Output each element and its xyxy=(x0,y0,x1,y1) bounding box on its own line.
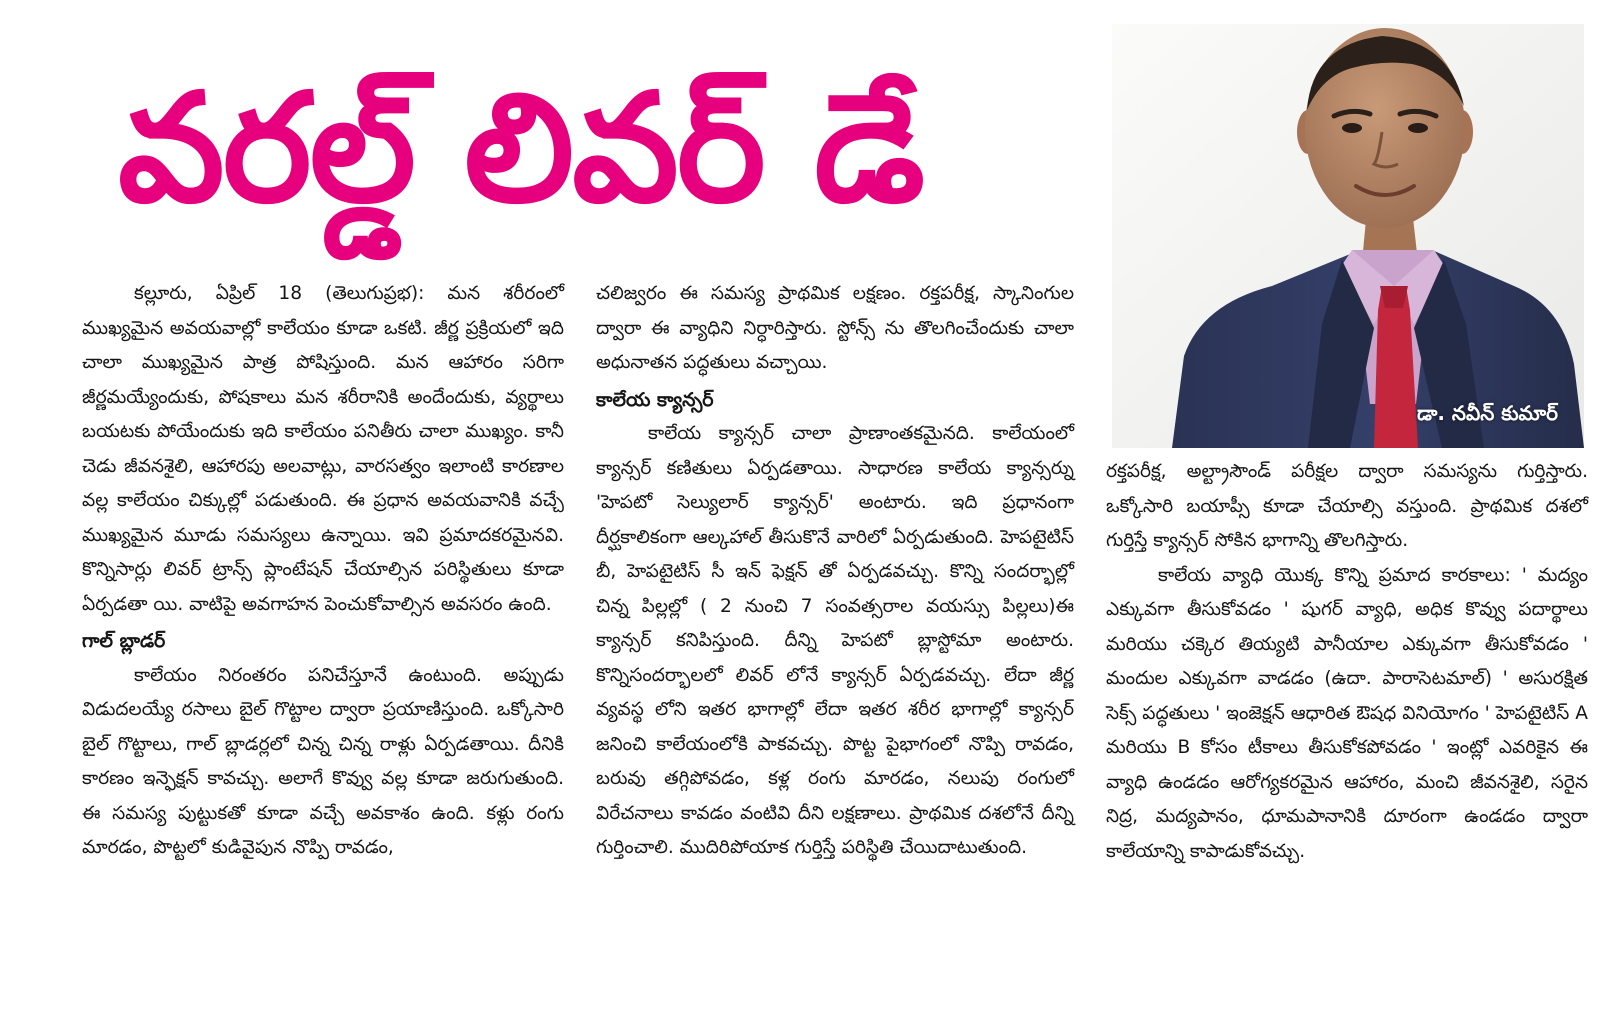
doctor-portrait-image xyxy=(1112,24,1584,448)
page-headline: వరల్డ్ లివర్ డే xyxy=(118,62,923,236)
article-paragraph: రక్తపరీక్ష, అల్ట్రాసౌండ్ పరీక్షల ద్వారా సమస్యను గుర్తిస్తారు. ఒక్కోసారి బయాప్సీ కూడా చేయాల్సి వస్తుంది. ప్రాథమిక దశలో గుర్తిస్తే క్యాన్సర్ సోకిన భాగాన్ని తొలగిస్తారు. xyxy=(1106,461,1588,551)
article-paragraph: కాలేయ క్యాన్సర్ చాలా ప్రాణాంతకమైనది. కాలేయంలో క్యాన్సర్ కణితులు ఏర్పడతాయి. సాధారణ కాలేయ క్యాన్సర్ను 'హెపటో సెల్యులార్ క్యాన్సర్' అంటారు. ఇది ప్రధానంగా దీర్ఘకాలికంగా ఆల్కహాల్ తీసుకొనే వారిలో ఏర్పడుతుంది. హెపటైటిస్ బీ, హెపటైటిస్ సీ ఇన్ ఫెక్షన్ తో ఏర్పడవచ్చు. కొన్ని సందర్భాల్లో చిన్న పిల్లల్లో ( 2 నుంచి 7 సంవత్సరాల వయస్సు పిల్లలు)ఈ క్యాన్సర్ కనిపిస్తుంది. దీన్ని హెపటో బ్లాస్టోమా అంటారు. కొన్నిసందర్భాలలో లివర్ లోనే క్యాన్సర్ ఏర్పడవచ్చు. లేదా జీర్ణ వ్యవస్థ లోని ఇతర భాగాల్లో లేదా ఇతర శరీర భాగాల్లో క్యాన్సర్ జనించి కాలేయంలోకి పాకవచ్చు. పొట్ట పైభాగంలో నొప్పి రావడం, బరువు తగ్గిపోవడం, కళ్ల రంగు మారడం, నలుపు రంగులో విరేచనాలు కావడం వంటివి దీని లక్షణాలు. ప్రాథమిక దశలోనే దీన్ని గుర్తించాలి. ముదిరిపోయాక గుర్తిస్తే పరిస్థితి చేయిదాటుతుంది. xyxy=(596,423,1074,858)
section-heading: గాల్ బ్లాడర్ xyxy=(82,630,166,652)
section-heading: కాలేయ క్యాన్సర్ xyxy=(596,388,714,411)
article-paragraph: కాలేయం నిరంతరం పనిచేస్తూనే ఉంటుంది. అప్పుడు విడుదలయ్యే రసాలు బైల్ గొట్టాల ద్వారా ప్రయాణిస్తుంది. ఒక్కోసారి బైల్ గొట్టాలు, గాల్ బ్లాడర్లలో చిన్న చిన్న రాళ్లు ఏర్పడతాయి. దీనికి కారణం ఇన్ఫెక్షన్ కావచ్చు. అలాగే కొవ్వు వల్ల కూడా జరుగుతుంది. ఈ సమస్య పుట్టుకతో కూడా వచ్చే అవకాశం ఉంది. కళ్లు రంగు మారడం, పొట్టలో కుడివైపున నొప్పి రావడం, xyxy=(82,664,564,858)
author-photo xyxy=(1112,24,1584,448)
article-column-1 xyxy=(82,277,564,866)
article-column-3 xyxy=(1106,455,1588,869)
article-paragraph: చలిజ్వరం ఈ సమస్య ప్రాథమిక లక్షణం. రక్తపరీక్ష, స్కానింగుల ద్వారా ఈ వ్యాధిని నిర్ధారిస్తారు. స్టోన్స్ ను తొలగించేందుకు చాలా అధునాతన పద్ధతులు వచ్చాయి. xyxy=(596,283,1074,373)
article-paragraph: కాలేయ వ్యాధి యొక్క కొన్ని ప్రమాద కారకాలు: ' మద్యం ఎక్కువగా తీసుకోవడం ' షుగర్ వ్యాధి, అధిక కొవ్వు పదార్థాలు మరియు చక్కెర తియ్యటి పానీయాల ఎక్కువగా తీసుకోవడం ' మందుల ఎక్కువగా వాడడం (ఉదా. పారాసెటమాల్) ' అసురక్షిత సెక్స్ పద్ధతులు ' ఇంజెక్షన్ ఆధారిత ఔషధ వినియోగం ' హెపటైటిస్ A మరియు B కోసం టీకాలు తీసుకోకపోవడం ' ఇంట్లో ఎవరికైన ఈ వ్యాధి ఉండడం ఆరోగ్యకరమైన ఆహారం, మంచి జీవనశైలి, సరైన నిద్ర, మద్యపానం, ధూమపానానికి దూరంగా ఉండడం ద్వారా కాలేయాన్ని కాపాడుకోవచ్చు. xyxy=(1106,564,1588,862)
article-column-2 xyxy=(596,277,1074,866)
photo-caption: డా. నవీన్ కుమార్ xyxy=(1416,401,1558,425)
article-paragraph: కల్లూరు, ఏప్రిల్ 18 (తెలుగుప్రభ): మన శరీరంలో ముఖ్యమైన అవయవాల్లో కాలేయం కూడా ఒకటి. జీర్ణ ప్రక్రియలో ఇది చాలా ముఖ్యమైన పాత్ర పోషిస్తుంది. మన ఆహారం సరిగా జీర్ణమయ్యేందుకు, పోషకాలు మన శరీరానికి అందేందుకు, వ్యర్థాలు బయటకు పోయేందుకు ఇది కాలేయం పనితీరు చాలా ముఖ్యం. కానీ చెడు జీవనశైలి, ఆహారపు అలవాట్లు, వారసత్వం ఇలాంటి కారణాల వల్ల కాలేయం చిక్కుల్లో పడుతుంది. ఈ ప్రధాన అవయవానికి వచ్చే ముఖ్యమైన మూడు సమస్యలు ఉన్నాయి. ఇవి ప్రమాదకరమైనవి. కొన్నిసార్లు లివర్ ట్రాన్స్ ప్లాంటేషన్ చేయాల్సిన పరిస్థితులు కూడా ఏర్పడతా యి. వాటిపై అవగాహన పెంచుకోవాల్సిన అవసరం ఉంది. xyxy=(82,283,564,615)
